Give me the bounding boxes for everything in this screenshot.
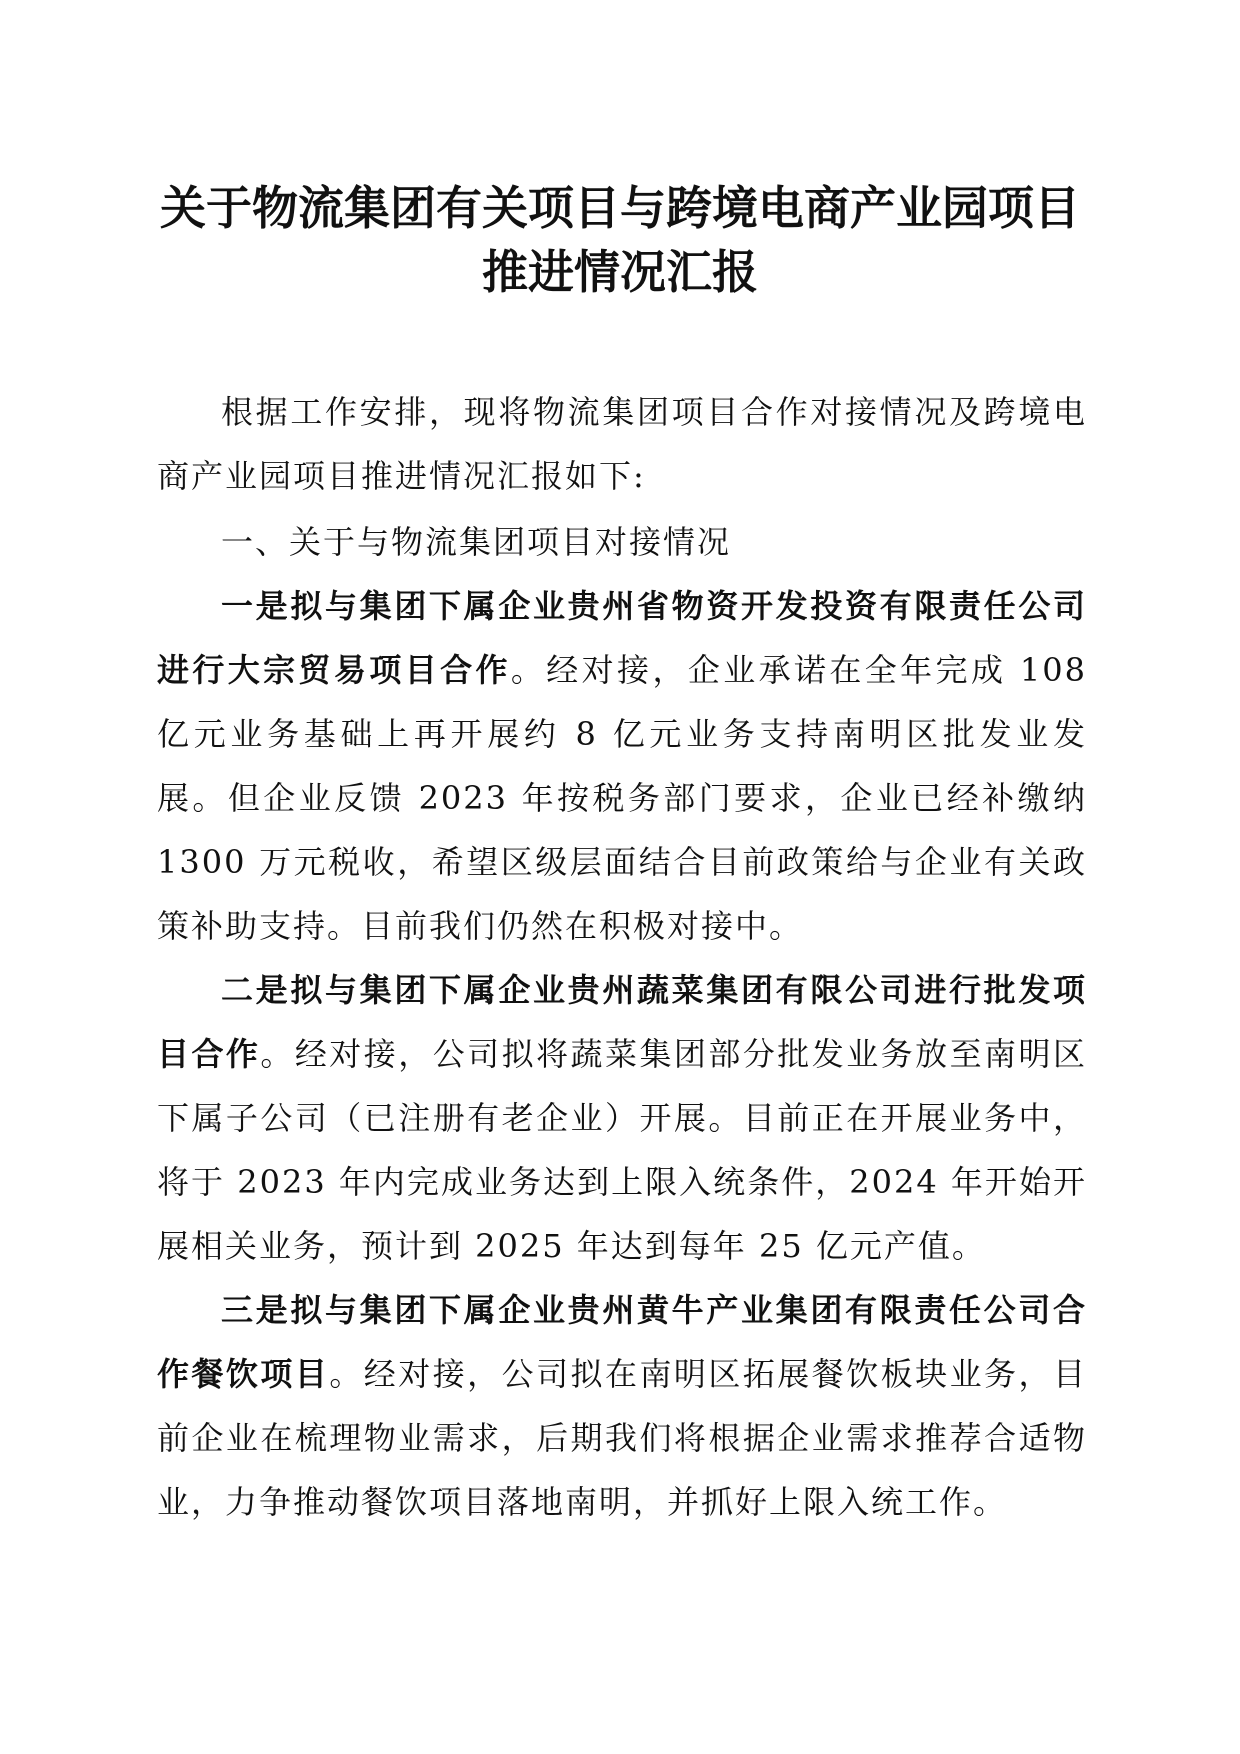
- item-paragraph-3: [157, 1278, 1087, 1534]
- document-title: [150, 176, 1090, 304]
- item-paragraph-2: [157, 958, 1087, 1278]
- item-paragraph-1: [157, 574, 1087, 958]
- item-text-1: 。经对接，企业承诺在全年完成 108 亿元业务基础上再开展约 8 亿元业务支持南明区批发业发展。但企业反馈 2023 年按税务部门要求，企业已经补缴纳 1300 万元税收，希望区级层面结合目前政策给与企业有关政策补助支持。目前我们仍然在积极对接中。: [157, 651, 1087, 945]
- intro-paragraph: 根据工作安排，现将物流集团项目合作对接情况及跨境电商产业园项目推进情况汇报如下:: [157, 393, 1087, 495]
- item-lead-3: 三是拟与集团下属企业贵州黄牛产业集团有限责任公司合作餐饮项目: [157, 1291, 1087, 1393]
- item-lead-2: 二是拟与集团下属企业贵州蔬菜集团有限公司进行批发项目合作: [157, 971, 1087, 1073]
- title-line-2: 推进情况汇报: [482, 245, 758, 299]
- item-text-3: 。经对接，公司拟在南明区拓展餐饮板块业务，目前企业在梳理物业需求，后期我们将根据企业需求推荐合适物业，力争推动餐饮项目落地南明，并抓好上限入统工作。: [157, 1355, 1087, 1521]
- item-lead-1: 一是拟与集团下属企业贵州省物资开发投资有限责任公司进行大宗贸易项目合作: [157, 587, 1087, 689]
- document-body: [157, 380, 1087, 1534]
- title-line-1: 关于物流集团有关项目与跨境电商产业园项目: [160, 181, 1080, 235]
- item-text-2: 。经对接，公司拟将蔬菜集团部分批发业务放至南明区下属子公司（已注册有老企业）开展。目前正在开展业务中，将于 2023 年内完成业务达到上限入统条件，2024 年开始开展相关业务，预计到 2025 年达到每年 25 亿元产值。: [157, 1035, 1087, 1265]
- section-heading: 一、关于与物流集团项目对接情况: [221, 523, 732, 561]
